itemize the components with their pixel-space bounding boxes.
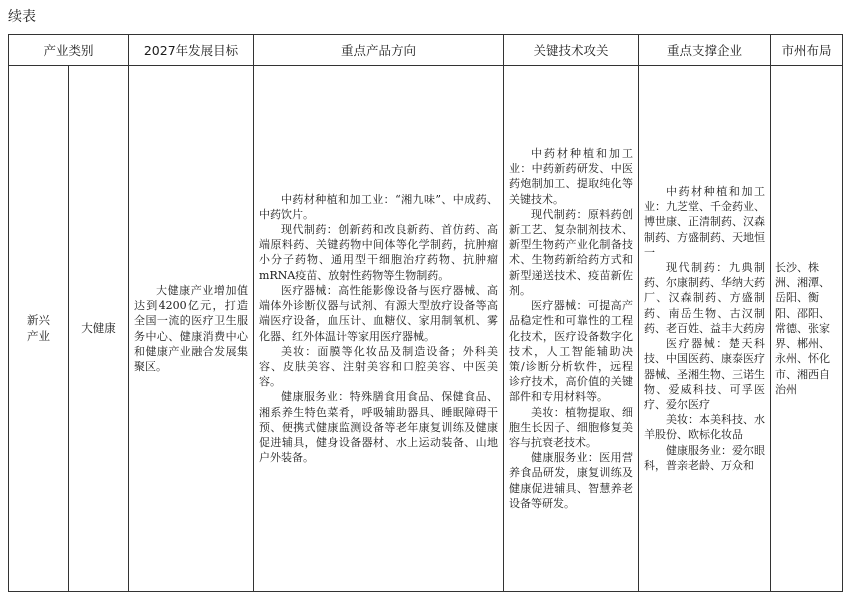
enterprise-item-beauty: 美妆：本美科技、水羊股份、欧标化妆品 <box>644 413 766 442</box>
enterprise-item-pharma: 现代制药：九典制药、尔康制药、华纳大药厂、汉森制药、方盛制药、南岳生物、古汉制药、老百姓、益丰大药房 <box>644 261 766 335</box>
technology-item-beauty: 美妆：植物提取、细胞生长因子、细胞修复美容与抗衰老技术。 <box>509 405 634 449</box>
product-item-beauty: 美妆：面膜等化妆品及制造设备；外科美容、皮肤美容、注射美容和口腔美容、中医美容。 <box>259 344 499 389</box>
header-city-layout: 市州布局 <box>771 35 843 66</box>
product-item-health-services: 健康服务业：特殊膳食用食品、保健食品、湘系养生特色菜肴，呼吸辅助器具、睡眠障碍干预、便携式健康监测设备等老年康复训练及健康促进辅具，健身设备器材、水上运动装备、山地户外装备。 <box>259 390 499 465</box>
enterprises-cell <box>639 66 771 592</box>
header-goal-2027: 2027年发展目标 <box>129 35 254 66</box>
goal-text: 大健康产业增加值达到4200亿元，打造全国一流的医疗卫生服务中心、健康消费中心和健康产业融合发展集聚区。 <box>134 283 249 373</box>
header-key-technology: 关键技术攻关 <box>504 35 639 66</box>
header-industry-category: 产业类别 <box>9 35 129 66</box>
product-item-pharma: 现代制药：创新药和改良新药、首仿药、高端原料药、关键药物中间体等化学制药，抗肿瘤小分子药物、通用型干细胞治疗药物、抗肿瘤mRNA疫苗、放射性药物等生物制药。 <box>259 223 499 282</box>
table-row <box>9 66 843 592</box>
key-technology-cell <box>504 66 639 592</box>
technology-item-tcm: 中药材种植和加工业：中药新药研发、中医药炮制加工、提取纯化等关键技术。 <box>509 147 634 206</box>
enterprise-item-medical-devices: 医疗器械：楚天科技、中国医药、康泰医疗器械、圣湘生物、三诺生物、爱威科技、可孚医疗、爱尔医疗 <box>644 337 766 411</box>
header-row <box>9 35 843 66</box>
product-item-medical-devices: 医疗器械：高性能影像设备与医疗器械、高端体外诊断仪器与试剂、有源大型放疗设备等高端医疗设备，血压计、血糖仪、家用制氧机、雾化器、红外体温计等家用医疗器械。 <box>259 283 499 343</box>
city-layout-cell: 长沙、株洲、湘潭、岳阳、衡阳、邵阳、常德、张家界、郴州、永州、怀化市、湘西自治州 <box>771 66 843 592</box>
enterprise-item-tcm: 中药材种植和加工业：九芝堂、千金药业、博世康、正清制药、汉森制药、方盛制药、天地恒一 <box>644 185 766 259</box>
technology-item-health-services: 健康服务业：医用营养食品研发，康复训练及健康促进辅具、智慧养老设备等研发。 <box>509 451 634 510</box>
product-item-tcm: 中药材种植和加工业：“湘九味”、中成药、中药饮片。 <box>259 192 499 221</box>
industry-category-cell: 新兴 产业 <box>9 66 69 592</box>
header-enterprises: 重点支撑企业 <box>639 35 771 66</box>
goal-cell <box>129 66 254 592</box>
table-caption: 续表 <box>8 9 36 25</box>
technology-item-medical-devices: 医疗器械：可提高产品稳定性和可靠性的工程化技术，医疗设备数字化技术，人工智能辅助决策/诊断分析软件，远程诊疗技术，高价值的关键部件和专用材料等。 <box>509 299 634 404</box>
technology-item-pharma: 现代制药：原料药创新工艺、复杂制剂技术、新型生物药产业化制备技术、生物药新给药方式和新型递送技术、疫苗新佐剂。 <box>509 207 634 297</box>
enterprise-item-health-services: 健康服务业：爱尔眼科，普亲老龄、万众和 <box>644 443 766 472</box>
industry-table <box>8 34 843 592</box>
product-direction-cell <box>254 66 504 592</box>
header-product-direction: 重点产品方向 <box>254 35 504 66</box>
industry-subcategory-cell: 大健康 <box>69 66 129 592</box>
